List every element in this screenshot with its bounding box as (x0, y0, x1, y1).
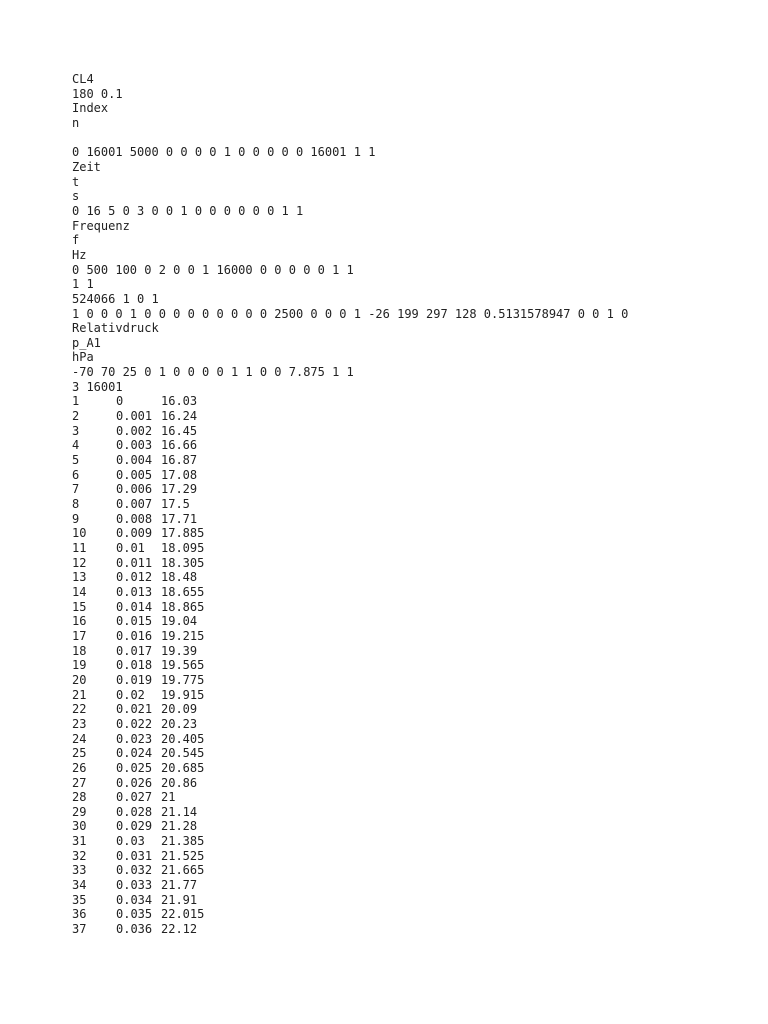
value-cell: 17.885 (161, 526, 205, 541)
document-page (72, 72, 628, 937)
table-row (72, 717, 628, 732)
time-cell: 0.029 (116, 819, 153, 834)
time-cell: 0.023 (116, 731, 153, 746)
value-cell: 21 (161, 790, 176, 805)
index-cell: 23 (72, 716, 87, 731)
time-cell: 0.001 (116, 409, 153, 424)
value-cell: 18.865 (161, 599, 205, 614)
index-cell: 35 (72, 892, 87, 907)
table-row (72, 556, 628, 571)
index-cell: 13 (72, 570, 87, 585)
value-cell: 22.015 (161, 907, 205, 922)
index-cell: 16 (72, 614, 87, 629)
header-line: CL4 (72, 72, 94, 86)
table-row (72, 805, 628, 820)
table-row (72, 878, 628, 893)
time-cell: 0.036 (116, 922, 153, 937)
table-row (72, 526, 628, 541)
time-cell: 0.017 (116, 643, 153, 658)
index-cell: 3 (72, 423, 80, 438)
index-cell: 30 (72, 819, 87, 834)
index-cell: 19 (72, 658, 87, 673)
value-cell: 17.29 (161, 482, 198, 497)
time-cell: 0.031 (116, 848, 153, 863)
table-row (72, 761, 628, 776)
index-cell: 5 (72, 453, 80, 468)
header-line: Relativdruck (72, 321, 159, 336)
time-cell: 0.016 (116, 628, 153, 643)
index-cell: 9 (72, 511, 80, 526)
value-cell: 19.565 (161, 658, 205, 673)
index-cell: 37 (72, 922, 87, 937)
value-cell: 20.545 (161, 746, 205, 761)
value-cell: 19.04 (161, 614, 198, 629)
index-cell: 17 (72, 628, 87, 643)
value-cell: 16.87 (161, 453, 198, 468)
value-cell: 19.39 (161, 643, 198, 658)
time-cell: 0.022 (116, 716, 153, 731)
table-row (72, 790, 628, 805)
header-line: t (72, 174, 80, 189)
value-cell: 17.5 (161, 497, 190, 512)
index-cell: 22 (72, 702, 87, 717)
time-cell: 0 (116, 394, 124, 409)
table-row (72, 424, 628, 439)
table-row (72, 688, 628, 703)
index-cell: 21 (72, 687, 87, 702)
value-cell: 18.655 (161, 584, 205, 599)
file-header (72, 72, 628, 394)
index-cell: 27 (72, 775, 87, 790)
value-cell: 18.48 (161, 570, 198, 585)
value-cell: 21.14 (161, 804, 198, 819)
time-cell: 0.018 (116, 658, 153, 673)
index-cell: 24 (72, 731, 87, 746)
time-cell: 0.024 (116, 746, 153, 761)
time-cell: 0.032 (116, 863, 153, 878)
index-cell: 8 (72, 497, 80, 512)
header-line: f (72, 233, 80, 248)
index-cell: 36 (72, 907, 87, 922)
table-row (72, 702, 628, 717)
time-cell: 0.026 (116, 775, 153, 790)
time-cell: 0.011 (116, 555, 153, 570)
data-table (72, 394, 628, 936)
value-cell: 20.09 (161, 702, 198, 717)
index-cell: 2 (72, 409, 80, 424)
time-cell: 0.004 (116, 453, 153, 468)
table-row (72, 600, 628, 615)
value-cell: 20.685 (161, 760, 205, 775)
time-cell: 0.019 (116, 672, 153, 687)
value-cell: 20.405 (161, 731, 205, 746)
header-line: 1 1 (72, 277, 94, 292)
index-cell: 1 (72, 394, 80, 409)
header-line: n (72, 115, 80, 130)
index-cell: 32 (72, 848, 87, 863)
value-cell: 21.665 (161, 863, 205, 878)
table-row (72, 394, 628, 409)
header-line: 180 0.1 (72, 86, 123, 101)
table-row (72, 819, 628, 834)
index-cell: 31 (72, 834, 87, 849)
header-line: 1 0 0 0 1 0 0 0 0 0 0 0 0 0 2500 0 0 0 1 -26 199 297 128 0.5131578947 0 0 1 0 (72, 306, 629, 321)
index-cell: 18 (72, 643, 87, 658)
table-row (72, 644, 628, 659)
table-row (72, 776, 628, 791)
table-row (72, 834, 628, 849)
header-line: 3 16001 (72, 379, 123, 394)
value-cell: 22.12 (161, 922, 198, 937)
index-cell: 34 (72, 878, 87, 893)
index-cell: 20 (72, 672, 87, 687)
header-line: s (72, 189, 80, 204)
table-row (72, 438, 628, 453)
value-cell: 18.095 (161, 541, 205, 555)
value-cell: 19.915 (161, 687, 205, 702)
table-row (72, 732, 628, 747)
header-line: 0 16001 5000 0 0 0 0 1 0 0 0 0 0 16001 1 1 (72, 145, 376, 160)
table-row (72, 849, 628, 864)
index-cell: 7 (72, 482, 80, 497)
header-line: hPa (72, 350, 94, 365)
index-cell: 28 (72, 790, 87, 805)
time-cell: 0.015 (116, 614, 153, 629)
table-row (72, 922, 628, 937)
header-line: Frequenz (72, 218, 130, 233)
value-cell: 16.24 (161, 409, 198, 424)
time-cell: 0.03 (116, 834, 145, 849)
table-row (72, 497, 628, 512)
value-cell: 19.215 (161, 628, 205, 643)
index-cell: 10 (72, 526, 87, 541)
value-cell: 16.03 (161, 394, 198, 409)
table-row (72, 907, 628, 922)
header-line: 0 16 5 0 3 0 0 1 0 0 0 0 0 0 1 1 (72, 203, 304, 218)
value-cell: 17.71 (161, 511, 198, 526)
index-cell: 26 (72, 760, 87, 775)
table-row (72, 468, 628, 483)
time-cell: 0.028 (116, 804, 153, 819)
value-cell: 21.385 (161, 834, 205, 849)
time-cell: 0.02 (116, 687, 145, 702)
time-cell: 0.006 (116, 482, 153, 497)
table-row (72, 409, 628, 424)
table-row (72, 673, 628, 688)
header-line: -70 70 25 0 1 0 0 0 0 1 1 0 0 7.875 1 1 (72, 365, 354, 380)
table-row (72, 893, 628, 908)
table-row (72, 482, 628, 497)
value-cell: 16.66 (161, 438, 198, 453)
time-cell: 0.027 (116, 790, 153, 805)
table-row (72, 746, 628, 761)
time-cell: 0.013 (116, 584, 153, 599)
table-row (72, 614, 628, 629)
header-line (72, 131, 628, 146)
table-row (72, 863, 628, 878)
value-cell: 16.45 (161, 423, 198, 438)
time-cell: 0.005 (116, 467, 153, 482)
index-cell: 33 (72, 863, 87, 878)
value-cell: 21.77 (161, 878, 198, 893)
value-cell: 21.91 (161, 892, 198, 907)
header-line: Hz (72, 247, 87, 262)
value-cell: 20.23 (161, 716, 198, 731)
index-cell: 15 (72, 599, 87, 614)
index-cell: 29 (72, 804, 87, 819)
value-cell: 19.775 (161, 672, 205, 687)
time-cell: 0.009 (116, 526, 153, 541)
header-line: 0 500 100 0 2 0 0 1 16000 0 0 0 0 0 1 1 (72, 262, 354, 277)
index-cell: 12 (72, 555, 87, 570)
time-cell: 0.021 (116, 702, 153, 717)
time-cell: 0.01 (116, 541, 145, 555)
table-row (72, 541, 628, 556)
table-row (72, 585, 628, 600)
index-cell: 11 (72, 541, 87, 555)
time-cell: 0.003 (116, 438, 153, 453)
table-row (72, 629, 628, 644)
table-row (72, 658, 628, 673)
index-cell: 4 (72, 438, 80, 453)
value-cell: 18.305 (161, 555, 205, 570)
time-cell: 0.008 (116, 511, 153, 526)
time-cell: 0.033 (116, 878, 153, 893)
index-cell: 25 (72, 746, 87, 761)
header-line: 524066 1 0 1 (72, 291, 159, 306)
time-cell: 0.007 (116, 497, 153, 512)
value-cell: 21.525 (161, 848, 205, 863)
time-cell: 0.014 (116, 599, 153, 614)
time-cell: 0.002 (116, 423, 153, 438)
value-cell: 20.86 (161, 775, 198, 790)
value-cell: 21.28 (161, 819, 198, 834)
index-cell: 6 (72, 467, 80, 482)
table-row (72, 512, 628, 527)
time-cell: 0.035 (116, 907, 153, 922)
time-cell: 0.025 (116, 760, 153, 775)
time-cell: 0.034 (116, 892, 153, 907)
value-cell: 17.08 (161, 467, 198, 482)
time-cell: 0.012 (116, 570, 153, 585)
header-line: Zeit (72, 159, 101, 174)
header-line: p_A1 (72, 335, 101, 350)
table-row (72, 570, 628, 585)
table-row (72, 453, 628, 468)
header-line: Index (72, 101, 109, 116)
index-cell: 14 (72, 584, 87, 599)
